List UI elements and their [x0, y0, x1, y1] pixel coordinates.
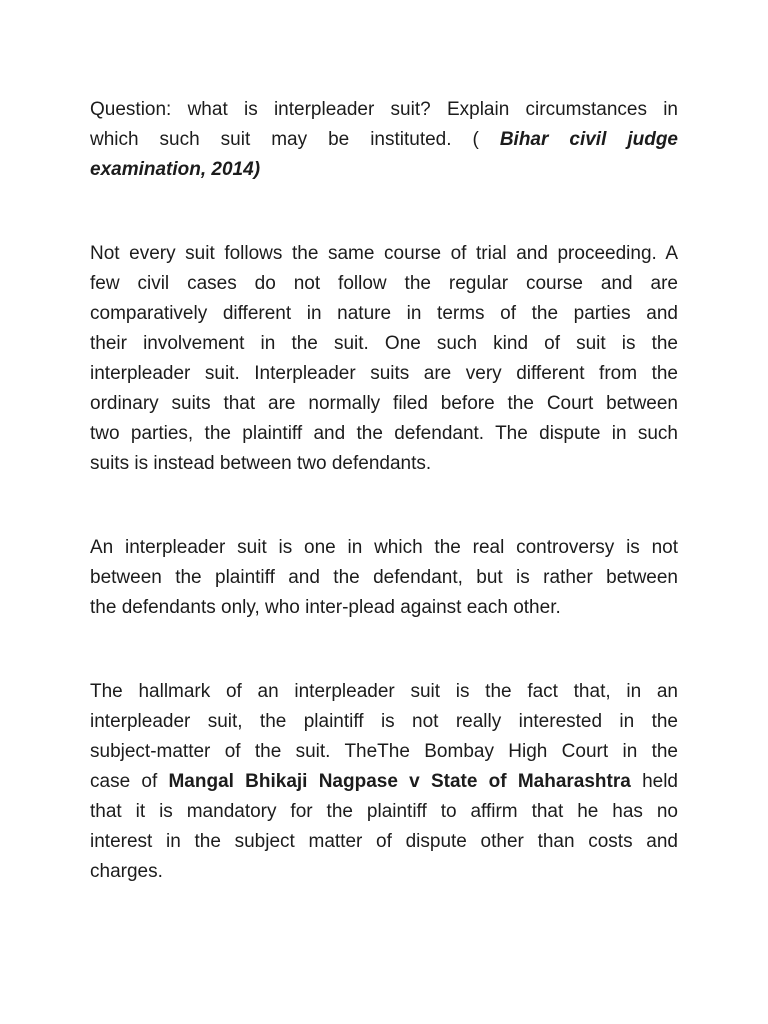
text-line: [90, 857, 678, 887]
text-run: ordinary suits that are normally filed before the Court between: [90, 393, 678, 414]
text-line: [90, 419, 678, 449]
bold-italic-run: Bihar civil judge: [499, 129, 678, 150]
text-run: the defendants only, who inter-plead against each other.: [90, 597, 561, 618]
text-run: Not every suit follows the same course of trial and proceeding. A: [90, 243, 678, 264]
text-line: [90, 563, 678, 593]
text-run: Question: what is interpleader suit? Explain circumstances in: [90, 99, 678, 120]
text-line: [90, 593, 678, 623]
text-line: [90, 269, 678, 299]
text-run: interpleader suit, the plaintiff is not really interested in the: [90, 711, 678, 732]
text-line: [90, 299, 678, 329]
text-run: which such suit may be instituted. (: [90, 129, 500, 150]
text-run: two parties, the plaintiff and the defendant. The dispute in such: [90, 423, 678, 444]
paragraph-hallmark: [90, 677, 678, 887]
text-run: interpleader suit. Interpleader suits are very different from the: [90, 363, 678, 384]
text-line: [90, 155, 678, 185]
text-run: case of: [90, 771, 169, 792]
text-run: interest in the subject matter of dispute other than costs and: [90, 831, 678, 852]
text-run: that it is mandatory for the plaintiff to affirm that he has no: [90, 801, 678, 822]
text-run: An interpleader suit is one in which the real controversy is not: [90, 537, 678, 558]
text-line: [90, 449, 678, 479]
text-line: [90, 533, 678, 563]
text-line: [90, 767, 678, 797]
text-line: [90, 239, 678, 269]
text-line: [90, 389, 678, 419]
text-line: [90, 797, 678, 827]
text-line: [90, 125, 678, 155]
text-run: The hallmark of an interpleader suit is the fact that, in an: [90, 681, 678, 702]
text-line: [90, 95, 678, 125]
paragraph-intro: [90, 239, 678, 479]
bold-italic-run: examination, 2014): [90, 159, 261, 180]
paragraph-question: [90, 95, 678, 185]
text-line: [90, 737, 678, 767]
text-line: [90, 359, 678, 389]
text-run: between the plaintiff and the defendant, but is rather between: [90, 567, 678, 588]
paragraph-definition: [90, 533, 678, 623]
text-run: few civil cases do not follow the regular course and are: [90, 273, 678, 294]
text-run: charges.: [90, 861, 163, 882]
text-line: [90, 677, 678, 707]
text-line: [90, 329, 678, 359]
text-line: [90, 707, 678, 737]
text-run: held: [630, 771, 678, 792]
text-run: suits is instead between two defendants.: [90, 453, 432, 474]
text-run: subject-matter of the suit. TheThe Bombay High Court in the: [90, 741, 678, 762]
text-run: their involvement in the suit. One such kind of suit is the: [90, 333, 678, 354]
bold-case-name-run: Mangal Bhikaji Nagpase v State of Maharashtra: [168, 771, 631, 792]
text-line: [90, 827, 678, 857]
text-run: comparatively different in nature in terms of the parties and: [90, 303, 678, 324]
